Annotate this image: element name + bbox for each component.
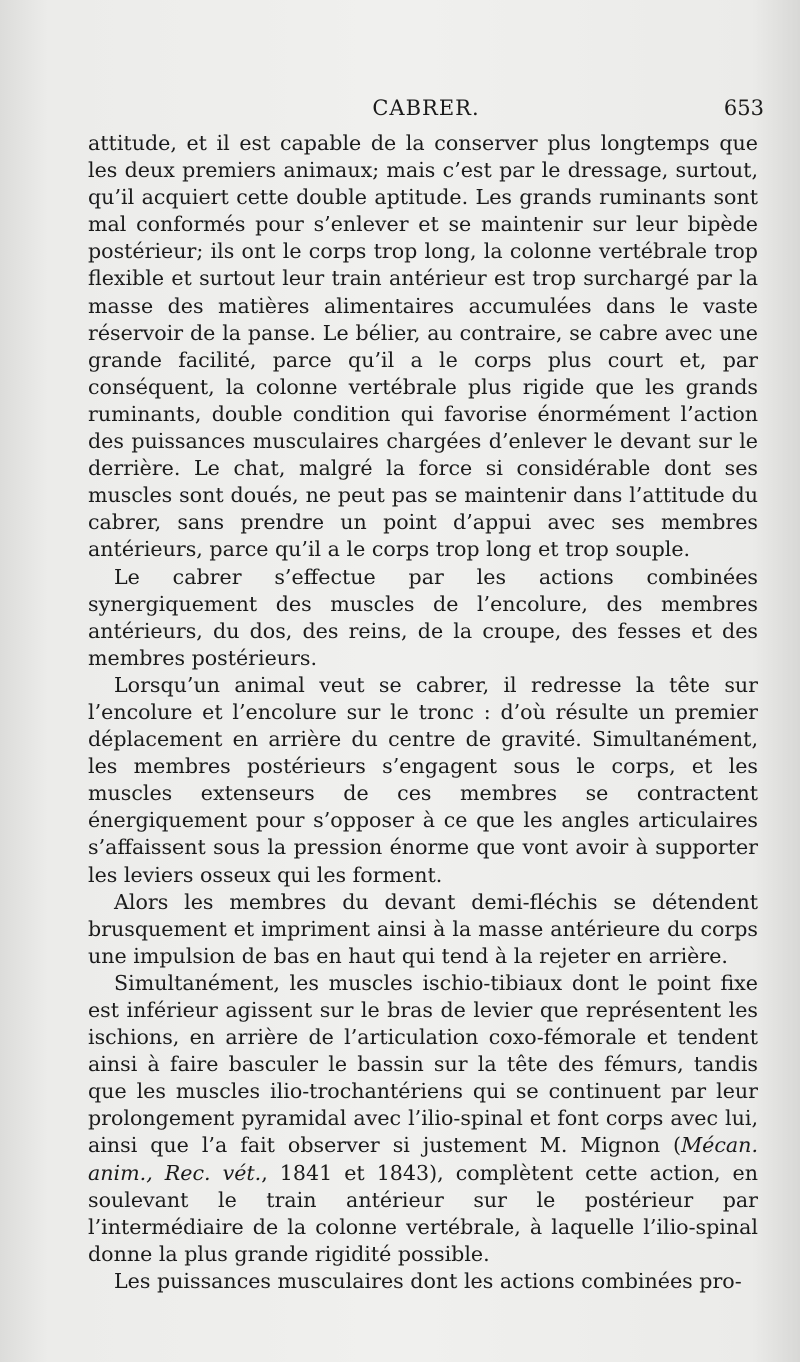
- paragraph: Le cabrer s’effectue par les actions combinées synergiquement des muscles de l’encolure, des membres antérieurs, du dos, des reins, de la croupe, des fesses et des membres postérieurs.: [88, 564, 758, 670]
- body-text: [88, 130, 758, 1295]
- paragraph: Alors les membres du devant demi-fléchis se détendent brusquement et impriment ainsi à la masse antérieure du corps une impulsion de bas en haut qui tend à la rejeter en arrière.: [88, 889, 758, 968]
- citation-italic: Mécan. anim., Rec. vét.: [88, 1133, 758, 1185]
- paragraph: Les puissances musculaires dont les actions combinées pro-: [114, 1268, 742, 1293]
- running-title: CABRER.: [372, 96, 480, 120]
- paragraph-text: , 1841 et 1843), complètent cette action, en soulevant le train antérieur sur le postérieur par l’intermédiaire de la colonne vertébrale, à laquelle l’ilio-spinal donne la plus grande rigidité possible.: [88, 1160, 758, 1266]
- paragraph: attitude, et il est capable de la conserver plus longtemps que les deux premiers animaux; mais c’est par le dressage, surtout, qu’il acquiert cette double aptitude. Les grands ruminants sont mal conformés pour s’enlever et se maintenir sur leur bipède postérieur; ils ont le corps trop long, la colonne vertébrale trop flexible et surtout leur train antérieur est trop surchargé par la masse des matières alimentaires accumulées dans le vaste réservoir de la panse. Le bélier, au contraire, se cabre avec une grande facilité, parce qu’il a le corps plus court et, par conséquent, la colonne vertébrale plus rigide que les grands ruminants, double condition qui favorise énormément l’action des puissances musculaires chargées d’enlever le devant sur le derrière. Le chat, malgré la force si considérable dont ses muscles sont doués, ne peut pas se maintenir dans l’attitude du cabrer, sans prendre un point d’appui avec ses membres antérieurs, parce qu’il a le corps trop long et trop souple.: [88, 131, 758, 562]
- paragraph: Lorsqu’un animal veut se cabrer, il redresse la tête sur l’encolure et l’encolure sur le tronc : d’où résulte un premier déplacement en arrière du centre de gravité. Simultanément, les membres postérieurs s’engagent sous le corps, et les muscles extenseurs de ces membres se contractent énergiquement pour s’opposer à ce que les angles articulaires s’affaissent sous la pression énorme que vont avoir à supporter les leviers osseux qui les forment.: [88, 672, 758, 887]
- page-number: 653: [723, 96, 764, 120]
- running-head: [88, 96, 764, 126]
- paragraph-text: Simultanément, les muscles ischio-tibiaux dont le point fixe est inférieur agissent sur le bras de levier que représentent les ischions, en arrière de l’articulation coxo-fémorale et tendent ainsi à faire basculer le bassin sur la tête des fémurs, tandis que les muscles ilio-trochantériens qui se continuent par leur prolongement pyramidal avec l’ilio-spinal et font corps avec lui, ainsi que l’a fait observer si justement M. Mignon (: [88, 970, 758, 1158]
- paragraph: [88, 970, 758, 1268]
